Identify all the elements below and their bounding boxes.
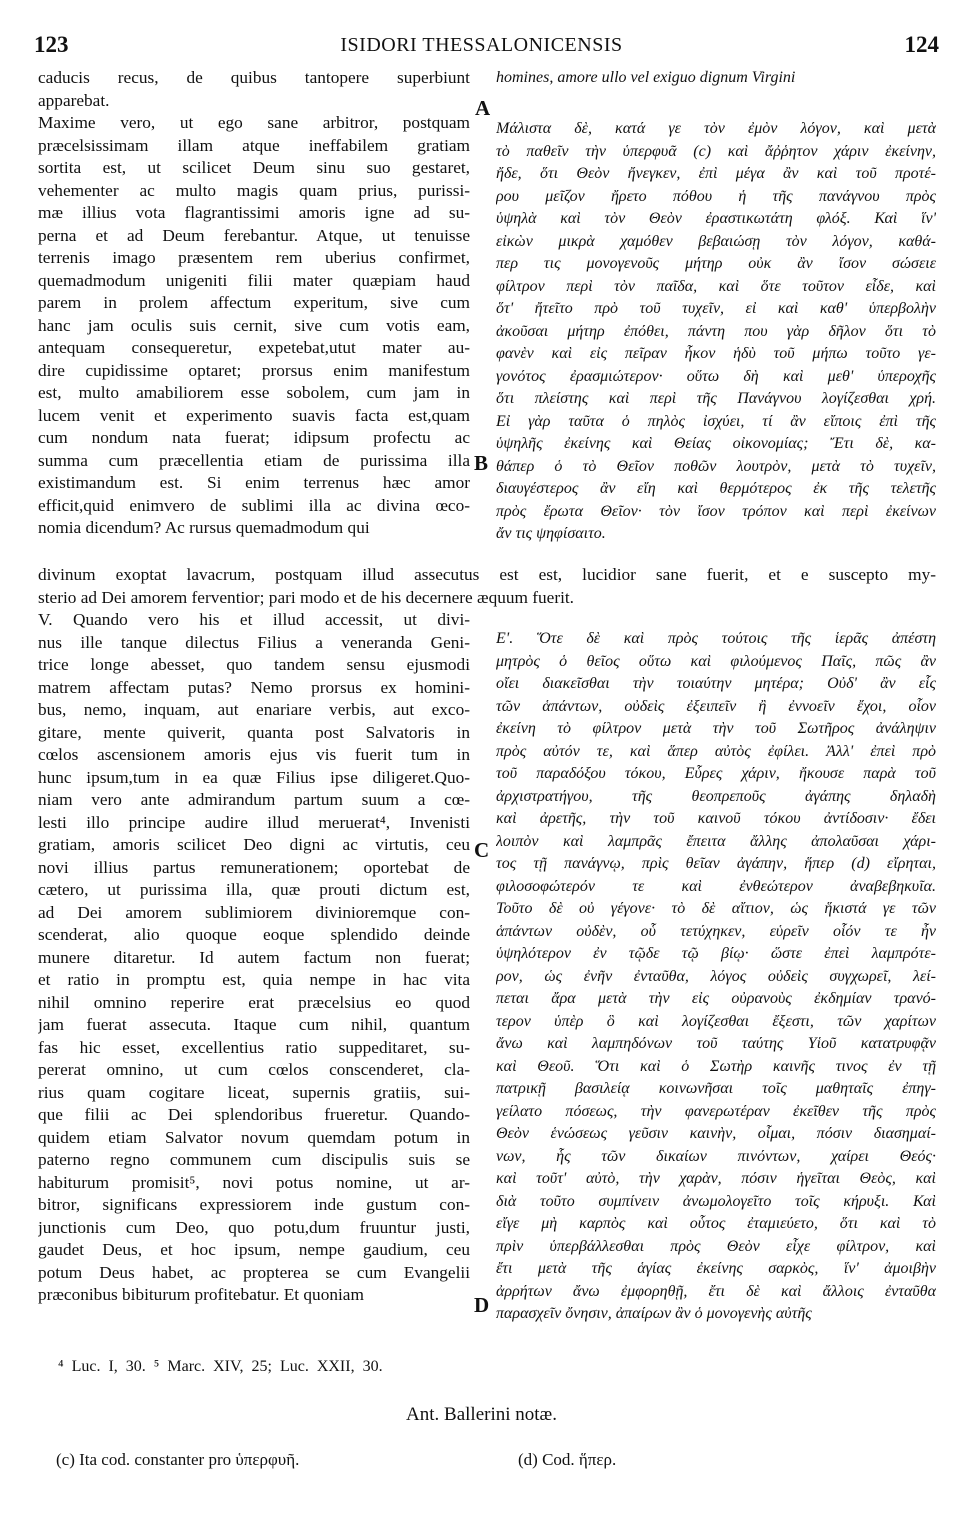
- text-line: nus ille tanque dilectus Filius a veneranda Geni-: [38, 632, 470, 652]
- text-line: ὅτ' ἤτεῖτο πρὸ τοῦ τυχεῖν, εἰ καὶ καθ' ὑπερβολὴν: [496, 300, 936, 317]
- greek-column-section-a: [496, 118, 936, 546]
- greek-column-section-b: [496, 628, 936, 1326]
- text-line: τῶν ἁπάντων, οὐδεὶς ἐξειπεῖν ἢ ἐννοεῖν ἔχοι, οἷον: [496, 697, 936, 715]
- text-line: φίλτρον περὶ τὸν παῖδα, καὶ ὅτε τοῦτον εἶδε, καὶ: [496, 277, 936, 295]
- text-line: γείλατο πόσεως, τὴν φανερωτέραν ἐκεῖθεν τῆς πρὸς: [496, 1102, 936, 1120]
- text-line: summa cum præcellentia etiam de purissima illa: [38, 450, 470, 470]
- text-line: bitror, significans expressiorem inde gustum con-: [38, 1195, 470, 1214]
- text-line: ἄνω καὶ λαμπηδόνων τοῦ ταύτης Υἱοῦ κατατρυφᾷν: [496, 1035, 936, 1052]
- text-line: ἀκοῦσαι μήτηρ ἐπόθει, πάντη που γὰρ δῆλον ὅτι τὸ: [496, 322, 936, 340]
- text-line: τὸ παθεῖν τὴν ὑπερφυᾶ (c) καὶ ἄῤῥητον χάριν ἐκείνην,: [496, 142, 936, 160]
- margin-marker-c: C: [474, 838, 490, 862]
- text-line: antequam consequeretur, expetebat,utut mater au-: [38, 338, 470, 357]
- text-line: ἄν τις ψηφίσαιτο.: [496, 525, 606, 542]
- text-line: lesti illo principe audire illud meruerat⁴, Invenisti: [38, 812, 470, 832]
- text-line: lucem venit et experimento suavis facta est,quam: [38, 405, 470, 425]
- text-line: habiturum promisit⁵, novi potus nomine, ut ar-: [38, 1172, 470, 1192]
- text-line: τοῦ παραδόξου τόκου, Εὗρες χάριν, ἤκουσε παρὰ τοῦ: [496, 765, 936, 782]
- text-line: matrem affectam putas? Nemo prorsus ex homini-: [38, 677, 470, 697]
- text-line: φανὲν καὶ εἰς πεῖραν ἧκον ἡδὺ τοῦ μήπω τοῦτο γε-: [496, 345, 936, 362]
- text-line: οἴει διακεῖσθαι τὴν τοιαύτην μητέρα; Οὐδ' ἂν εἷς: [496, 675, 936, 692]
- text-line: bus, nemo, inquam, aut enariare verbis, aut exco-: [38, 700, 470, 719]
- text-line: Μάλιστα δὲ, κατά γε τὸν ἐμὸν λόγον, καὶ μετὰ: [496, 120, 936, 137]
- text-line: mæ illius vota flagrantissimi amoris igne ad su-: [38, 203, 470, 222]
- text-line: homines, amore ullo vel exiguo dignum Virgini: [496, 69, 796, 86]
- text-line: fas hic esset, excellentius ratio suppeditaret, su-: [38, 1037, 470, 1057]
- left-page-number: 123: [34, 32, 69, 57]
- text-line: parem in prolem affectum experitum, sive cum: [38, 293, 470, 312]
- text-line: munere ditaretur. Id autem factum non fuerat;: [38, 947, 470, 967]
- text-line: quidem etiam Salvator novum quemdam potum in: [38, 1127, 470, 1147]
- text-line: λοιπὸν καὶ λαμπρᾶς ἔπειτα ἄλλης ἀπολαῦσαι χάρι-: [496, 832, 936, 850]
- latin-column-section-b: [38, 609, 470, 1307]
- text-line: hunc ipsum,tum in ea quæ Filius ipse diligeret.Quo-: [38, 767, 470, 787]
- running-header: [0, 32, 963, 62]
- text-line: εἴγε μὴ καρπὸς καὶ οὗτος ἐταμιεύετο, ὅτι καὶ τὸ: [496, 1215, 936, 1232]
- text-line: cum nondum nata fuerat; idipsum profectu ac: [38, 428, 470, 447]
- text-line: ὅτι πλείστης καὶ περὶ τῆς Πανάγνου λογίζεσθαι χρή.: [496, 390, 936, 407]
- text-line: ἀρρήτων ἄνω ἐμφορηθῇ, ἔτι δὲ καὶ ἄλλοις ἐνταῦθα: [496, 1282, 936, 1300]
- text-line: μητρὸς ὁ θεῖος οὕτω καὶ φιλούμενος Παῖς, πῶς ἂν: [496, 652, 936, 670]
- text-line: τος τῇ πανάγνῳ, πρὶς θεῖαν ἀγάπην, ἥπερ (d) εἴρηται,: [496, 855, 936, 872]
- text-line: præconibus bibiturum profitebatur. Et quoniam: [38, 1285, 364, 1304]
- text-line: νων, ἧς τῶν δικαίων πινόντων, χαίρει Θεός·: [496, 1147, 936, 1165]
- text-line: divinum exoptat lavacrum, postquam illud assecutus est est, lucidior sane fuerit, et e suscepto my-: [38, 565, 936, 584]
- editor-note-d: (d) Cod. ἥπερ.: [518, 1450, 617, 1469]
- text-line: Maxime vero, ut ego sane arbitror, postquam: [38, 113, 470, 132]
- text-line: existimandum est. Si enim terrenus hæc amor: [38, 473, 470, 492]
- text-line: φιλοσοφώτερόν τε καὶ ἐνθεώτερον ἀναβεβηκυῖα.: [496, 877, 936, 895]
- margin-marker-a: A: [475, 96, 491, 120]
- full-width-latin-lines: [38, 564, 936, 609]
- text-line: potum Deus habet, ac propterea se cum Evangelii: [38, 1262, 470, 1282]
- right-page-number: 124: [904, 32, 939, 57]
- text-line: ὑψηλότερον ἐν τῷδε τῷ βίῳ· ὥστε ἐπεὶ λαμπρότε-: [496, 945, 936, 962]
- text-line: apparebat.: [38, 90, 110, 110]
- text-line: περ τις μονογενοῦς μήτηρ οὐκ ἂν ἴσον σώσειε: [496, 255, 936, 272]
- text-line: caducis recus, de quibus tantopere superbiunt: [38, 68, 470, 87]
- text-line: ἁπάντων οὐδὲν, οὗ τετύχηκεν, εὑρεῖν οἷόν τε ἦν: [496, 922, 936, 940]
- margin-marker-b: B: [474, 451, 489, 475]
- text-line: εἰκὼν μικρὰ χαμόθεν βεβαιώσῃ τὸν λόγον, καθά-: [496, 232, 936, 250]
- text-line: est, multo amabiliorem esse sobolem, cum jam in: [38, 383, 470, 402]
- text-line: καὶ ἀρετῆς, τὴν τοῦ καινοῦ τόκου ἀντίδοσιν· ἔδει: [496, 810, 936, 827]
- text-line: ὑψηλὰ καὶ τὸν Θεὸν ἐραστικωτάτη φλόξ. Καὶ ἵν': [496, 210, 936, 227]
- notes-heading: Ant. Ballerini notæ.: [406, 1404, 557, 1425]
- text-line: ρον, ὡς ἐνῆν ἐνταῦθα, λόγος οὐδεὶς συγχωρεῖ, λεί-: [496, 967, 936, 985]
- text-line: πατρικῇ βασιλείᾳ κοινωνῆσαι τοῖς μαθηταῖς ἐπηγ-: [496, 1080, 936, 1097]
- text-line: paterno regno communem cum discipulis suis se: [38, 1150, 470, 1169]
- text-line: Θεὸν ἑνώσεως γεῦσιν καινὴν, οἶμαι, πόσιν διασημαί-: [496, 1125, 936, 1142]
- text-line: πρὸς αὐτόν τε, καὶ ἅπερ αὐτὸς ἐφίλει. Ἀλλ' ἐπεὶ πρὸ: [496, 742, 936, 760]
- text-line: rius quam cogitare liceat, supernis gratiis, sui-: [38, 1082, 470, 1102]
- footnotes: ⁴ Luc. I, 30. ⁵ Marc. XIV, 25; Luc. XXII, 30.: [58, 1358, 383, 1375]
- text-line: perna et ad Deum ferebantur. Atque, ut tenuisse: [38, 225, 470, 245]
- text-line: efficit,quid enimvero de sublimi illa ac divina œco-: [38, 495, 470, 515]
- text-line: ἤδε, ὅτι Θεὸν ἤνεγκεν, ἐπὶ μέγα ἂν καὶ τοῦ προτέ-: [496, 165, 936, 182]
- text-line: vehementer ac multo magis quam prius, purissi-: [38, 180, 470, 200]
- text-line: junctionis cum Deo, quo potu,dum fruuntur justi,: [38, 1217, 470, 1237]
- text-line: pererat omnino, ut cum cœlos conscenderet, cla-: [38, 1060, 470, 1079]
- text-line: que filii ac Dei splendoribus frueretur. Quando-: [38, 1105, 470, 1124]
- text-line: niam vero ante admirandum partum suum a cœ-: [38, 790, 470, 809]
- text-line: καὶ Θεοῦ. Ὅτι καὶ ὁ Σωτὴρ καινῆς τινος ἐν τῇ: [496, 1057, 936, 1075]
- text-line: ἔτι μετὰ τῆς ἁγίας ἐκείνης σαρκὸς, ἵν' ἀμοιβὴν: [496, 1260, 936, 1277]
- margin-marker-d: D: [474, 1293, 490, 1317]
- text-line: cœlos ascensionem amoris ejus vis fuerit tum in: [38, 745, 470, 764]
- text-line: cætero, ut purissima illa, quæ prouti dictum est,: [38, 880, 470, 899]
- text-line: Ε'. Ὅτε δὲ καὶ πρὸς τούτοις τῆς ἱερᾶς ἀπέστη: [496, 630, 936, 647]
- text-line: nomia dicendum? Ac rursus quemadmodum qui: [38, 518, 370, 537]
- text-line: novi illius partus remunerationem; oportebat de: [38, 857, 470, 877]
- text-line: nihil omnino reperire erat præcelsius eo quod: [38, 992, 470, 1012]
- text-line: παρασχεῖν ὄνησιν, ἀπαίρων ἂν ὁ μονογενὴς αὐτῆς: [496, 1305, 812, 1322]
- text-line: terrenis imago præsentem rem uberius confirmet,: [38, 248, 470, 267]
- text-line: gratiam, amoris scilicet Deo digni ac virtutis, ceu: [38, 835, 470, 854]
- text-line: διὰ τοῦτο συμπίνειν ἀνωμολογεῖτο τοῖς κήρυξι. Καὶ: [496, 1192, 936, 1210]
- text-line: V. Quando vero his et illud accessit, ut divi-: [38, 610, 470, 629]
- text-line: πεται ἄρα μετὰ τὴν εἰς οὐρανοὺς ἐκδημίαν τρανό-: [496, 990, 936, 1007]
- text-line: διαυγέστερος ἂν εἴη καὶ θερμότερος ἐκ τῆς τελετῆς: [496, 480, 936, 497]
- text-line: sterio ad Dei amorem ferventior; pari modo et de his decernere æquum fuerit.: [38, 587, 575, 607]
- text-line: πρὶν ὑπερβάλλεσθαι πρὸς Θεὸν εἶχε φίλτρον, καὶ: [496, 1237, 936, 1255]
- text-line: jam fuerat assecuta. Itaque cum nihil, quantum: [38, 1015, 470, 1034]
- text-line: gaudet Deus, et hoc ipsum, nempe gaudium, ceu: [38, 1240, 470, 1259]
- text-line: sortita est, ut scilicet Deum sinu suo gestaret,: [38, 158, 470, 177]
- text-line: ὑψηλῆς ἐκείνης καὶ Θείας οἰκονομίας; Ἔτι δὲ, κα-: [496, 435, 936, 452]
- text-line: θάπερ ὁ τὸ Θεῖον ποθῶν λουτρὸν, μετὰ τὸ τυχεῖν,: [496, 457, 936, 475]
- running-title: ISIDORI THESSALONICENSIS: [340, 34, 623, 56]
- text-line: hanc jam oculis suis cernit, sive cum votis eam,: [38, 315, 470, 335]
- text-line: ἀρχιστρατήγου, τῆς θεοπρεποῦς ἀγάπης δηλαδὴ: [496, 787, 936, 805]
- text-line: ρου μεῖζον ἤρετο πόθου ἡ τῆς πανάγνου πρὸς: [496, 187, 936, 205]
- text-line: Τοῦτο δὲ οὐ γέγονε· τὸ δὲ αἴτιον, ὡς ἥκιστά γε τῶν: [496, 900, 936, 917]
- text-line: Εἰ γὰρ ταῦτα ὁ πηλὸς ἰσχύει, τί ἂν εἴποις ἐπὶ τῆς: [496, 412, 936, 430]
- right-column-top-continuation: [496, 67, 936, 90]
- text-line: præcelsissimam illam atque ineffabilem gratiam: [38, 135, 470, 155]
- text-line: dire cupidissime optaret; prorsus enim manifestum: [38, 360, 470, 380]
- text-line: γονότος ἐρασμιώτερον· οὕτω δὴ καὶ μεθ' ὑπεροχῆς: [496, 367, 936, 385]
- text-line: gitare, mente quiverit, quanta post Salvatoris in: [38, 722, 470, 742]
- text-line: ἐκείνη τὸ φίλτρον μετὰ τὴν τοῦ Σωτῆρος ἀνάληψιν: [496, 720, 936, 737]
- text-line: τερον ὑπὲρ ὃ καὶ λογίζεσθαι ἔξεστι, τῶν χαρίτων: [496, 1012, 936, 1030]
- editor-note-c: (c) Ita cod. constanter pro ὑπερφυῆ.: [56, 1450, 300, 1469]
- text-line: et ratio in promptu est, quia nempe in hac vita: [38, 970, 470, 989]
- text-line: quemadmodum unigeniti filii mater quæpiam haud: [38, 270, 470, 290]
- text-line: ad Dei amorem sublimiorem divinioremque con-: [38, 902, 470, 922]
- text-line: scenderat, alio quoque eoque splendido deinde: [38, 925, 470, 944]
- latin-column-section-a: [38, 67, 470, 540]
- text-line: πρὸς ἔρωτα Θεῖον· τὸν ἴσον τρόπον καὶ περὶ ἐκείνων: [496, 502, 936, 520]
- text-line: καὶ τοῦτ' αὐτὸ, τὴν χαρὰν, πόσιν ἡγεῖται Θεὸς, καὶ: [496, 1170, 936, 1187]
- text-line: trice longe abesset, quo tandem sensu ejusmodi: [38, 655, 470, 674]
